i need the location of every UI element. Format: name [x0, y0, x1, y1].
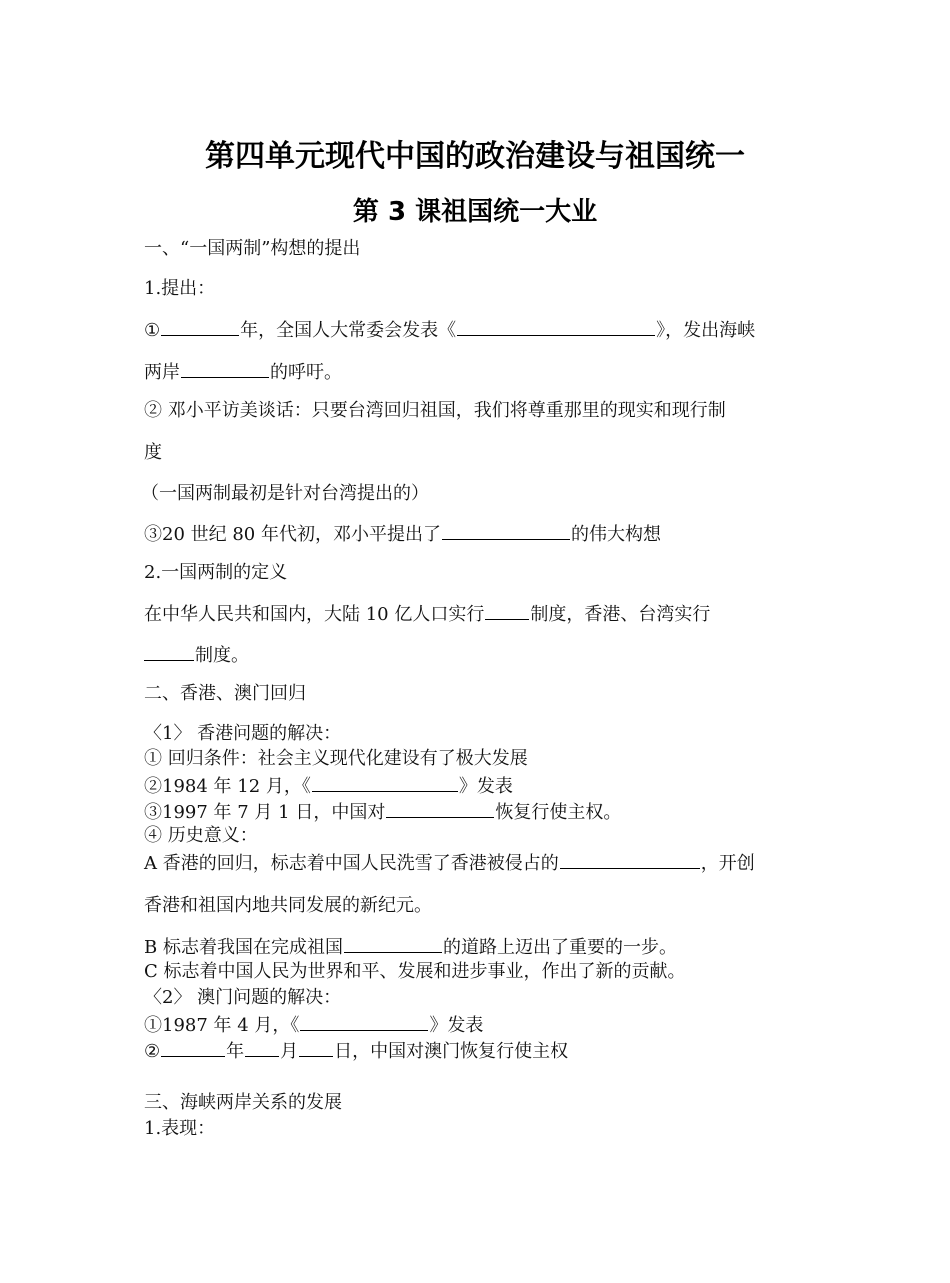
- item-2-label: 2.一国两制的定义: [144, 562, 288, 583]
- fill-blank-system-mainland[interactable]: [485, 600, 529, 620]
- fill-blank-document[interactable]: [457, 316, 655, 336]
- hk-label: 〈1〉 香港问题的解决：: [144, 723, 342, 744]
- fill-blank-appeal[interactable]: [181, 358, 269, 378]
- lesson-subtitle: 第 3 课祖国统一大业: [352, 197, 598, 227]
- hk-line-3: ③1997 年 7 月 1 日，中国对 恢复行使主权。: [144, 798, 621, 826]
- page-title: 第四单元现代中国的政治建设与祖国统一: [205, 139, 745, 174]
- question-1-continuation: 两岸 的呼吁。: [144, 358, 342, 386]
- fill-blank-macao-declaration[interactable]: [300, 1011, 428, 1031]
- fill-blank-unification[interactable]: [344, 933, 442, 953]
- fill-blank-hk-declaration[interactable]: [312, 772, 458, 792]
- question-1-line: ① 年，全国人大常委会发表《 》，发出海峡: [144, 316, 755, 344]
- question-2-continuation: 度: [144, 442, 162, 463]
- fill-blank-year[interactable]: [161, 316, 239, 336]
- hk-significance-a-continuation: 香港和祖国内地共同发展的新纪元。: [144, 895, 432, 916]
- question-2-line: ② 邓小平访美谈话：只要台湾回归祖国，我们将尊重那里的现实和现行制: [144, 400, 726, 421]
- section-1-heading: 一、“一国两制”构想的提出: [144, 238, 361, 259]
- hk-significance-a: A 香港的回归，标志着中国人民洗雪了香港被侵占的 ，开创: [144, 849, 755, 877]
- macao-line-2: ② 年 月 日，中国对澳门恢复行使主权: [144, 1037, 568, 1065]
- fill-blank-system-hk-tw[interactable]: [144, 641, 194, 661]
- section-3-item-1: 1.表现：: [144, 1118, 216, 1139]
- fill-blank-hk-sovereignty[interactable]: [386, 798, 494, 818]
- question-3-line: ③20 世纪 80 年代初，邓小平提出了 的伟大构想: [144, 520, 661, 548]
- hk-line-4: ④ 历史意义：: [144, 825, 258, 846]
- hk-line-1: ① 回归条件：社会主义现代化建设有了极大发展: [144, 748, 528, 769]
- section-3-heading: 三、海峡两岸关系的发展: [144, 1092, 342, 1113]
- definition-continuation: 制度。: [144, 641, 249, 669]
- fill-blank-macao-year[interactable]: [161, 1037, 225, 1057]
- hk-significance-b: B 标志着我国在完成祖国 的道路上迈出了重要的一步。: [144, 933, 677, 961]
- fill-blank-macao-month[interactable]: [245, 1037, 279, 1057]
- note-line: （一国两制最初是针对台湾提出的）: [141, 483, 429, 504]
- fill-blank-macao-day[interactable]: [299, 1037, 333, 1057]
- item-1-label: 1.提出：: [144, 278, 216, 299]
- fill-blank-concept[interactable]: [442, 520, 570, 540]
- section-2-heading: 二、香港、澳门回归: [144, 683, 306, 704]
- definition-line: 在中华人民共和国内，大陆 10 亿人口实行 制度，香港、台湾实行: [144, 600, 710, 628]
- hk-significance-c: C 标志着中国人民为世界和平、发展和进步事业，作出了新的贡献。: [144, 961, 686, 982]
- hk-line-2: ②1984 年 12 月，《 》发表: [144, 772, 513, 800]
- macao-label: 〈2〉 澳门问题的解决：: [144, 987, 342, 1008]
- fill-blank-humiliation[interactable]: [560, 849, 700, 869]
- macao-line-1: ①1987 年 4 月，《 》发表: [144, 1011, 483, 1039]
